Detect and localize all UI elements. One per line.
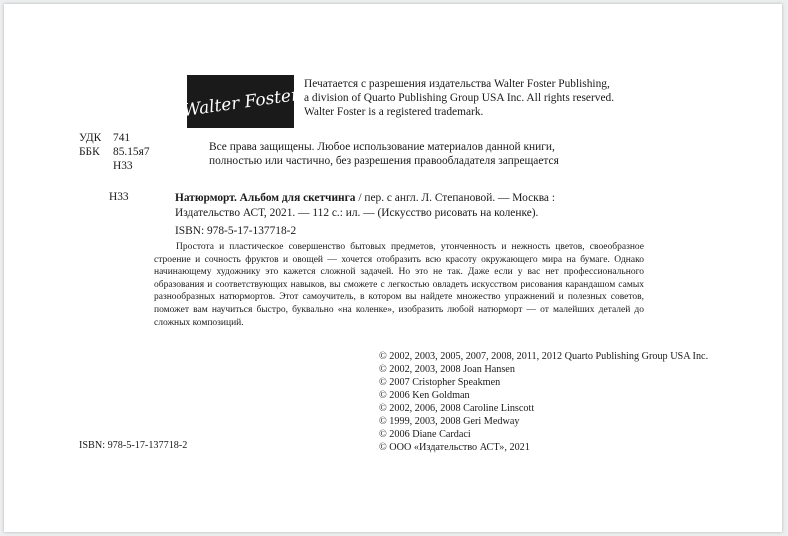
copyright-line: © 2006 Ken Goldman	[379, 390, 470, 401]
rights-notice	[304, 77, 614, 119]
svg-text:Walter Foster: Walter Foster	[181, 84, 300, 121]
bibliography-isbn: ISBN: 978-5-17-137718-2	[175, 225, 297, 237]
reserved-line-1: Все права защищены. Любое использование материалов данной книги,	[209, 141, 555, 153]
udk-label: УДК	[79, 132, 102, 144]
bibliographic-record	[175, 191, 611, 221]
copyright-line: © 2007 Cristopher Speakmen	[379, 377, 501, 388]
reserved-notice	[209, 140, 559, 168]
book-title: Натюрморт. Альбом для скетчинга	[175, 192, 356, 204]
copyright-line: © 2006 Diane Cardaci	[379, 429, 471, 440]
copyright-line: © 2002, 2003, 2005, 2007, 2008, 2011, 2012 Quarto Publishing Group USA Inc.	[379, 351, 709, 362]
udk-value: 741	[113, 132, 131, 144]
author-mark: Н33	[113, 160, 133, 172]
bbk-label: ББК	[79, 146, 100, 158]
bibliographic-details: / пер. с англ. Л. Степановой. — Москва : Издательство АСТ, 2021. — 112 с.: ил. — (Искусство рисовать на коленке).	[175, 192, 555, 219]
bbk-value: 85.15я7	[113, 146, 150, 158]
copyright-page	[4, 4, 782, 532]
copyright-line: © 2002, 2003, 2008 Joan Hansen	[379, 364, 515, 375]
copyright-line: © 2002, 2006, 2008 Caroline Linscott	[379, 403, 535, 414]
walter-foster-logo	[181, 75, 300, 128]
reserved-line-2: полностью или частично, без разрешения правообладателя запрещается	[209, 155, 559, 167]
copyright-line: © 1999, 2003, 2008 Geri Medway	[379, 416, 520, 427]
abstract-text: Простота и пластическое совершенство бытовых предметов, утонченность и нежность цветов, своеобразное строение и сочность фруктов и овощей — хочется отобразить всю красоту окружающего мира на бумаге. Однако начинающему художнику это кажется сложной задачей. Но это не так. Даже если у вас нет профессионального образования и соответствующих навыков, вы сможете с легкостью овладеть искусством рисования карандашом самых разнообразных натюрмортов. Этот самоучитель, в котором вы найдете множество упражнений и полезных советов, поможет вам научиться быстро, буквально «на коленке», изобразить любой натюрморт — от малейших деталей до сложных композиций.	[154, 242, 644, 328]
rights-line-1: Печатается с разрешения издательства Walter Foster Publishing,	[304, 78, 610, 90]
bibliography-code: Н33	[109, 191, 129, 203]
classification-block	[79, 131, 150, 173]
rights-line-2: a division of Quarto Publishing Group USA Inc. All rights reserved.	[304, 92, 615, 104]
rights-line-3: Walter Foster is a registered trademark.	[304, 106, 484, 118]
isbn-bottom: ISBN: 978-5-17-137718-2	[79, 440, 188, 451]
copyright-list	[379, 350, 708, 454]
copyright-line: © ООО «Издательство АСТ», 2021	[379, 442, 530, 453]
